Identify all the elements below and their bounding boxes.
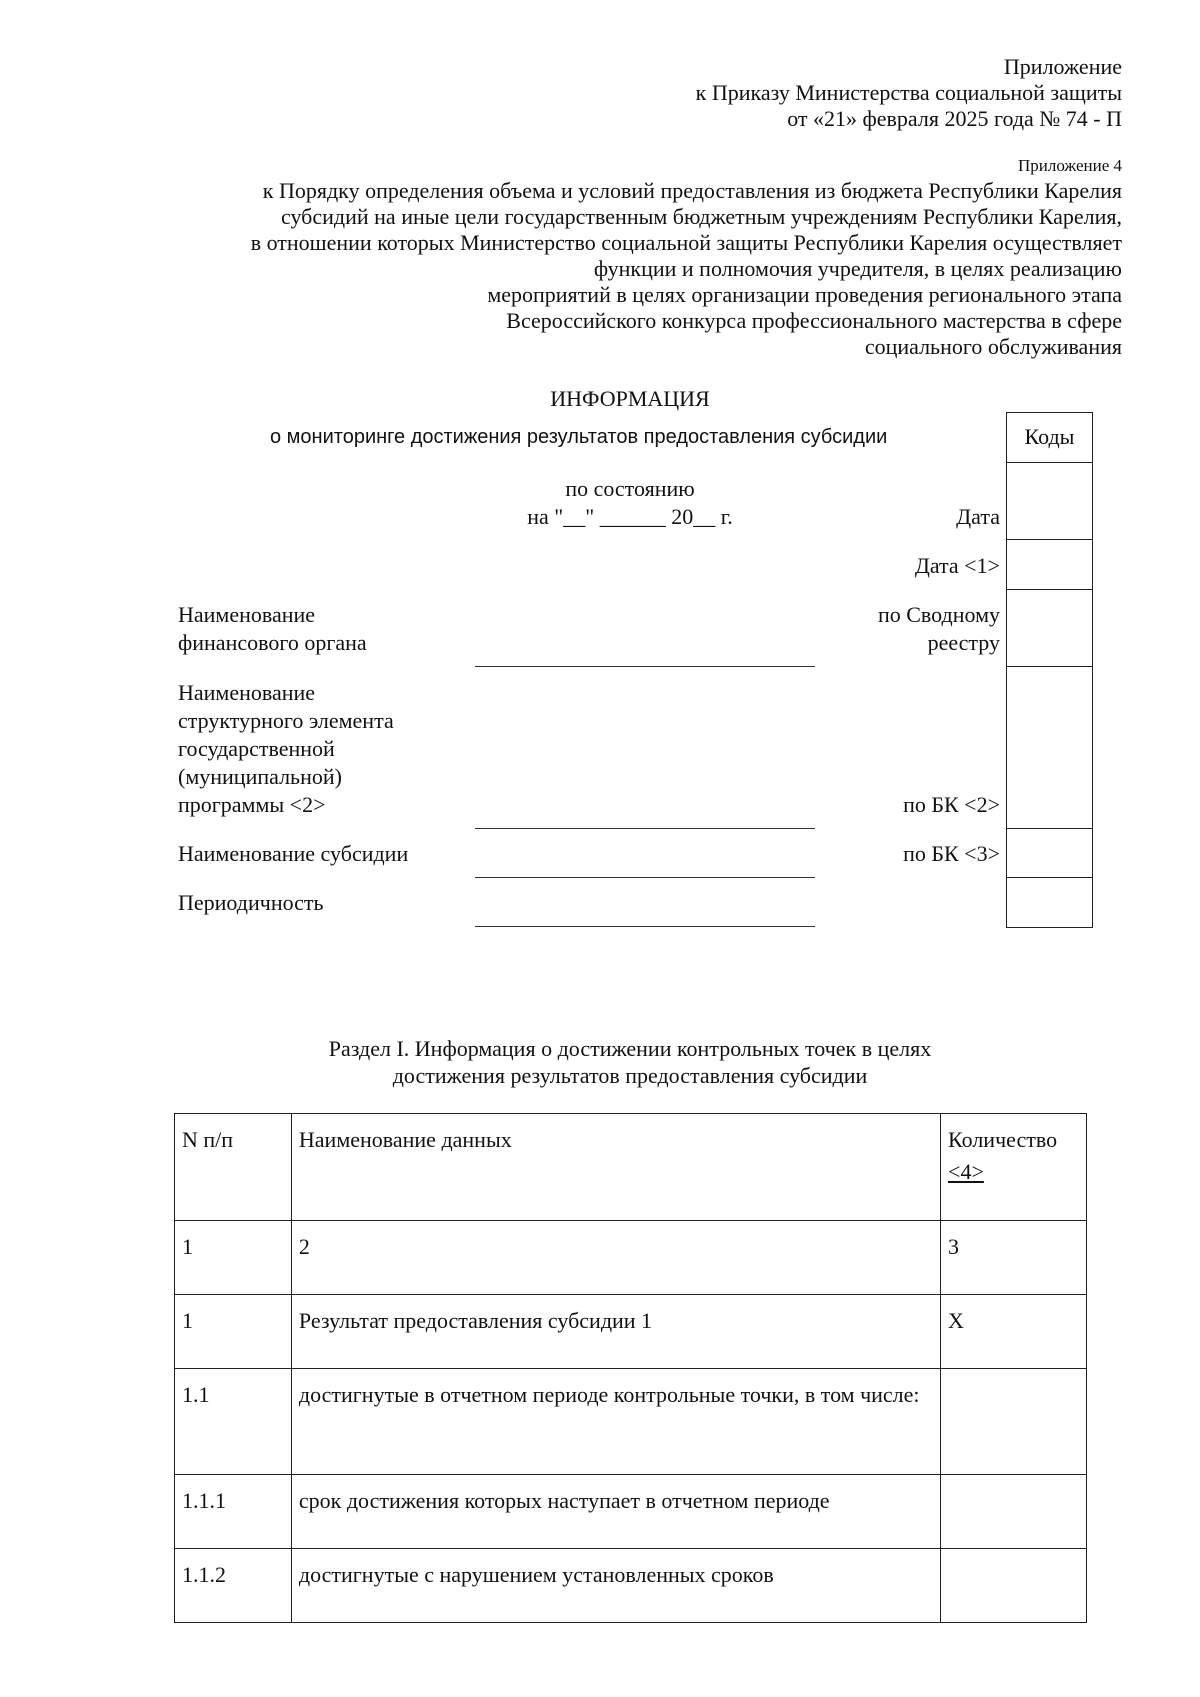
appendix-line-1: к Порядку определения объема и условий предоставления из бюджета Республики Карелия [262,178,1122,203]
code-label-registry-1: по Сводному [877,602,1000,627]
codes-divider [1006,666,1093,667]
section-title-1: Раздел I. Информация о достижении контрольных точек в целях [328,1036,932,1061]
codes-header: Коды [1024,424,1075,449]
header-line-3: от «21» февраля 2025 года № 74 - П [787,106,1122,131]
codes-divider [1006,462,1093,463]
subsidy-name-line[interactable] [475,877,815,878]
field-struct-label-1: Наименование [178,680,316,705]
struct-element-line[interactable] [475,828,815,829]
row-qty[interactable] [941,1475,1087,1549]
code-label-registry-2: реестру [927,630,1000,655]
row-name: достигнутые с нарушением установленных сроков [291,1549,940,1623]
section-table [174,1113,1087,1623]
row-num: 1 [175,1221,292,1295]
field-struct-label-2: структурного элемента [178,708,394,733]
section-title-2: достижения результатов предоставления субсидии [392,1063,868,1088]
appendix-line-3: в отношении которых Министерство социальной защиты Республики Карелия осуществляет [250,230,1122,255]
field-struct-label-5: программы <2> [178,792,326,817]
header-line-2: к Приказу Министерства социальной защиты [695,80,1122,105]
code-label-date1: Дата <1> [914,553,1000,578]
code-label-date: Дата [956,504,1000,529]
header-qty-label: Количество [948,1127,1058,1152]
field-struct-label-4: (муниципальной) [178,764,342,789]
field-subsidy-label: Наименование субсидии [178,841,409,866]
code-label-bk3: по БК <3> [903,841,1000,866]
appendix-label: Приложение 4 [1018,156,1122,175]
state-line-2: на "__" ______ 20__ г. [527,504,733,529]
doc-subtitle: о мониторинге достижения результатов предоставления субсидии [270,426,888,448]
header-qty [941,1114,1087,1221]
codes-divider [1006,539,1093,540]
appendix-line-4: функции и полномочия учредителя, в целях реализацию [593,256,1122,281]
row-qty: X [941,1295,1087,1369]
header-name: Наименование данных [291,1114,940,1221]
table-row [175,1221,1087,1295]
table-row [175,1549,1087,1623]
codes-column [1006,412,1093,928]
row-num: 1.1.1 [175,1475,292,1549]
row-name: срок достижения которых наступает в отчетном периоде [291,1475,940,1549]
field-period-label: Периодичность [178,890,324,915]
row-num: 1.1 [175,1369,292,1475]
field-fin-label-1: Наименование [178,602,316,627]
table-row [175,1369,1087,1475]
code-label-bk2: по БК <2> [903,792,1000,817]
row-qty: 3 [941,1221,1087,1295]
row-name: 2 [291,1221,940,1295]
appendix-line-2: субсидий на иные цели государственным бюджетным учреждениям Республики Карелия, [281,204,1122,229]
row-qty[interactable] [941,1369,1087,1475]
header-num: N п/п [175,1114,292,1221]
codes-divider [1006,828,1093,829]
appendix-line-5: мероприятий в целях организации проведения регионального этапа [487,282,1122,307]
appendix-line-6: Всероссийского конкурса профессионального мастерства в сфере [506,308,1122,333]
fin-org-line[interactable] [475,666,815,667]
table-row [175,1295,1087,1369]
field-struct-label-3: государственной [178,736,335,761]
codes-divider [1006,877,1093,878]
field-fin-label-2: финансового органа [178,630,367,655]
header-line-1: Приложение [1003,54,1122,79]
row-num: 1 [175,1295,292,1369]
periodicity-line[interactable] [475,926,815,927]
row-qty[interactable] [941,1549,1087,1623]
codes-divider [1006,589,1093,590]
row-name: достигнутые в отчетном периоде контрольные точки, в том числе: [291,1369,940,1475]
table-row [175,1475,1087,1549]
doc-title: ИНФОРМАЦИЯ [550,386,710,411]
row-num: 1.1.2 [175,1549,292,1623]
row-name: Результат предоставления субсидии 1 [291,1295,940,1369]
state-line-1: по состоянию [565,476,695,501]
table-header-row [175,1114,1087,1221]
appendix-line-7: социального обслуживания [864,334,1122,359]
header-qty-ref[interactable]: <4> [948,1159,984,1184]
